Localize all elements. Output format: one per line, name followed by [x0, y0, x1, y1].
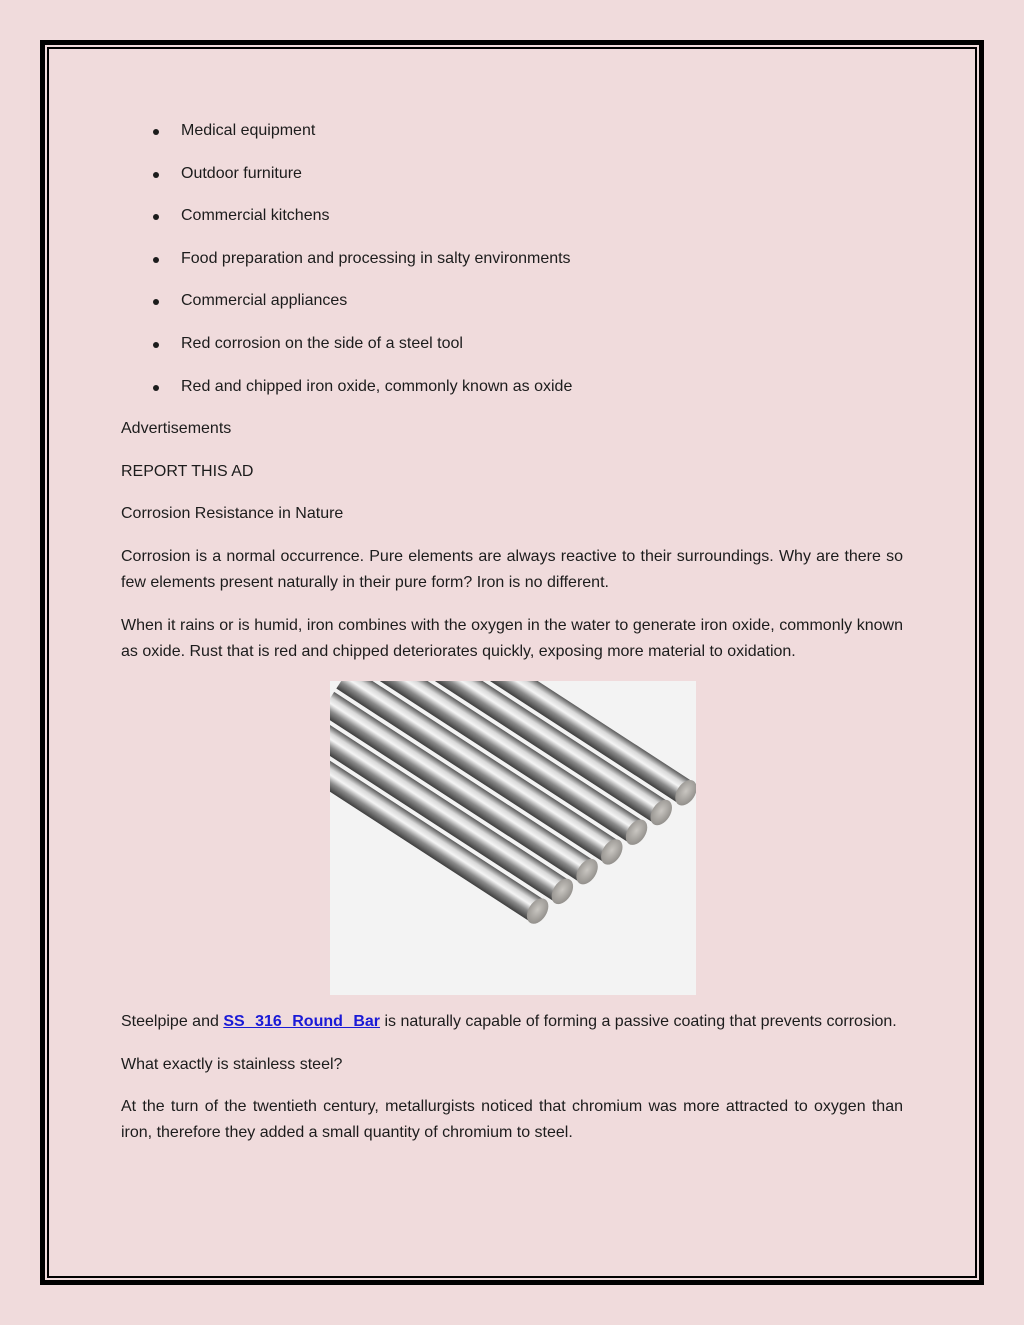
bullet-list	[121, 118, 903, 400]
bullet-icon	[153, 214, 159, 220]
paragraph-text-before: Steelpipe and	[121, 1013, 224, 1031]
list-item	[121, 203, 903, 229]
list-item	[121, 161, 903, 187]
paragraph-corrosion: Corrosion is a normal occurrence. Pure elements are always reactive to their surroundings. Why are there so few elements present naturally in their pure form? Iron is no different.	[121, 547, 903, 591]
list-item-text: Red corrosion on the side of a steel tool	[181, 334, 463, 352]
bullet-icon	[153, 257, 159, 263]
report-ad-link[interactable]: REPORT THIS AD	[121, 462, 254, 480]
bullet-icon	[153, 172, 159, 178]
list-item	[121, 118, 903, 144]
list-item-text: Commercial kitchens	[181, 207, 330, 225]
steel-bars-illustration	[330, 681, 696, 995]
list-item	[121, 288, 903, 314]
list-item	[121, 246, 903, 272]
list-item	[121, 331, 903, 357]
paragraph-iron-oxide: When it rains or is humid, iron combines with the oxygen in the water to generate iron oxide, commonly known as oxide. Rust that is red and chipped deteriorates quickly, exposing more material to oxidation.	[121, 616, 903, 660]
bullet-icon	[153, 299, 159, 305]
paragraph-chromium: At the turn of the twentieth century, metallurgists noticed that chromium was more attracted to oxygen than iron, therefore they added a small quantity of chromium to steel.	[121, 1098, 903, 1142]
list-item-text: Commercial appliances	[181, 292, 348, 310]
steel-round-bars-image	[330, 681, 696, 995]
bullet-icon	[153, 129, 159, 135]
advertisements-label: Advertisements	[121, 420, 232, 438]
list-item-text: Food preparation and processing in salty environments	[181, 249, 571, 267]
list-item-text: Medical equipment	[181, 122, 316, 139]
question-heading: What exactly is stainless steel?	[121, 1055, 343, 1073]
bullet-icon	[153, 342, 159, 348]
section-heading: Corrosion Resistance in Nature	[121, 505, 344, 523]
ss-316-round-bar-link[interactable]: SS 316 Round Bar	[223, 1013, 381, 1031]
list-item-text: Red and chipped iron oxide, commonly known as oxide	[181, 377, 573, 395]
list-item-text: Outdoor furniture	[181, 164, 302, 182]
paragraph-ss316	[121, 1009, 903, 1035]
document-body	[121, 118, 903, 1163]
list-item	[121, 374, 903, 400]
bullet-icon	[153, 385, 159, 391]
paragraph-text-after: is naturally capable of forming a passive coating that prevents corrosion.	[380, 1013, 897, 1031]
